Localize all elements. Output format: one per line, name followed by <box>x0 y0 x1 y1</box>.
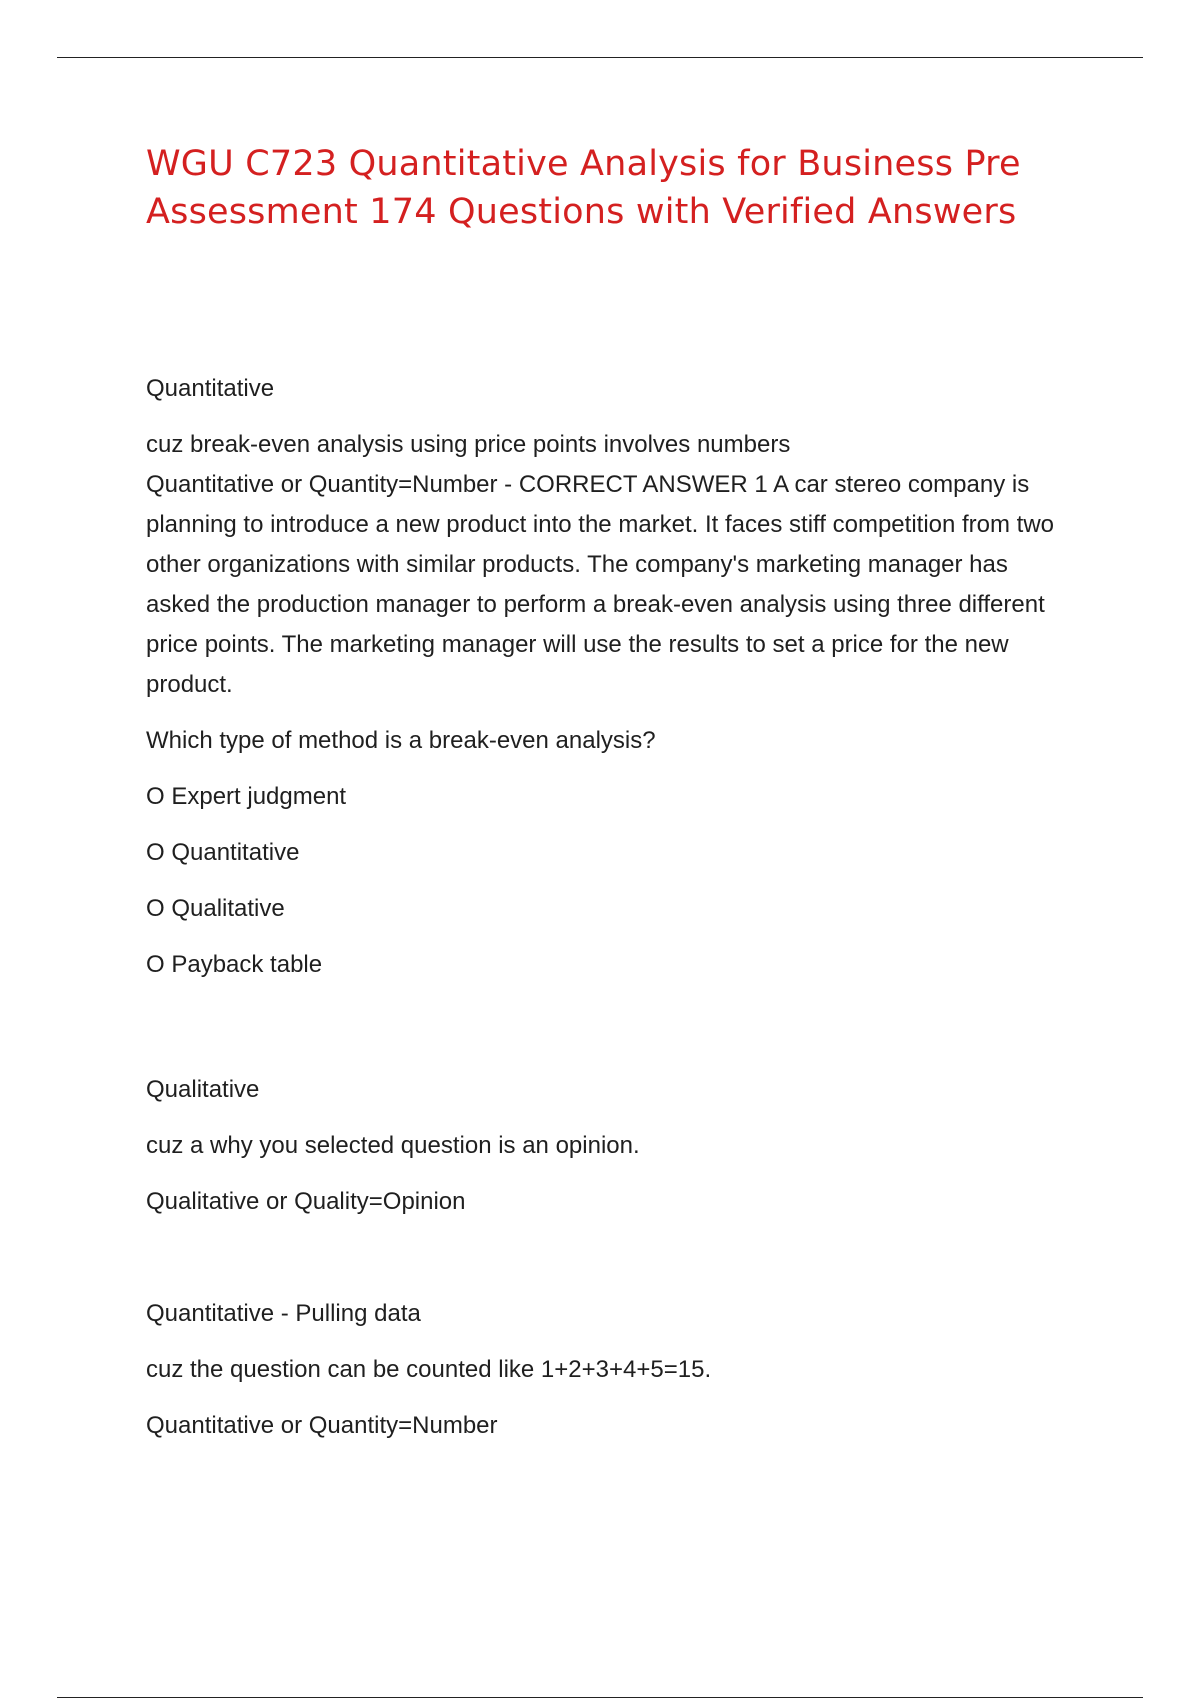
answer-text: Quantitative <box>146 375 275 402</box>
option-qualitative: O Qualitative <box>146 895 285 922</box>
document-title: WGU C723 Quantitative Analysis for Business Pre Assessment 174 Questions with Verified Answers <box>146 144 1021 232</box>
document-header <box>146 140 1076 236</box>
answer-text: Qualitative <box>146 1076 260 1103</box>
bottom-rule <box>57 1697 1143 1698</box>
reason-text: cuz break-even analysis using price points involves numbers <box>146 431 791 458</box>
answer-text: Quantitative - Pulling data <box>146 1300 421 1327</box>
explanation-text: Qualitative or Quality=Opinion <box>146 1188 466 1215</box>
top-rule <box>57 57 1143 58</box>
reason-text: cuz a why you selected question is an opinion. <box>146 1132 640 1159</box>
option-quantitative: O Quantitative <box>146 839 300 866</box>
explanation-text: Quantitative or Quantity=Number - CORRECT ANSWER 1 A car stereo company is planning to introduce a new product into the market. It faces stiff competition from two other organizations with similar products. The company's marketing manager has asked the production manager to perform a break-even analysis using three different price points. The marketing manager will use the results to set a price for the new product. <box>146 471 1055 698</box>
option-expert-judgment: O Expert judgment <box>146 783 347 810</box>
option-payback-table: O Payback table <box>146 951 323 978</box>
explanation-text: Quantitative or Quantity=Number <box>146 1412 498 1439</box>
question-text: Which type of method is a break-even analysis? <box>146 727 656 754</box>
qa-block-2 <box>146 1070 1076 1222</box>
reason-text: cuz the question can be counted like 1+2+3+4+5=15. <box>146 1356 712 1383</box>
qa-block-1 <box>146 369 1076 985</box>
qa-block-3 <box>146 1294 1076 1446</box>
